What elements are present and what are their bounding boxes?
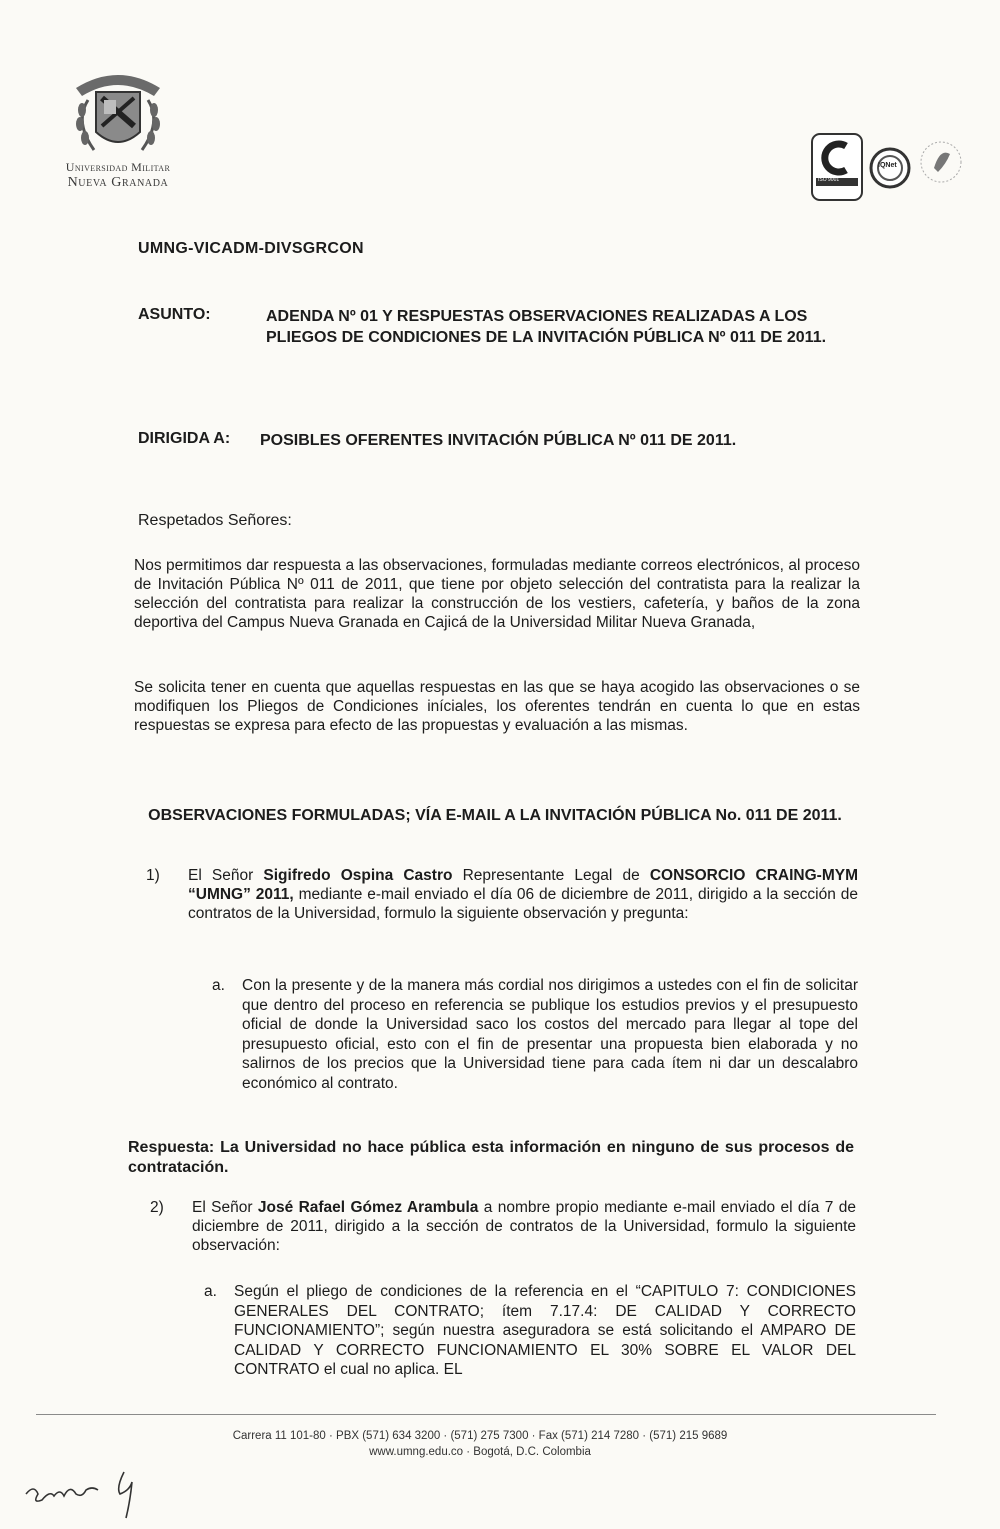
- handwritten-signature-icon: [20, 1460, 160, 1520]
- document-code: UMNG-VICADM-DIVSGRCON: [138, 240, 364, 257]
- subject-label: ASUNTO:: [138, 306, 211, 323]
- university-crest-icon: [58, 60, 178, 160]
- addressee-label: DIRIGIDA A:: [138, 430, 231, 447]
- university-name-line2: Nueva Granada: [67, 175, 169, 190]
- item-text-mid: Representante Legal de: [452, 867, 650, 884]
- cert-iqnet-label: IQNet: [878, 162, 897, 169]
- item-person-name: Sigifredo Ospina Castro: [263, 867, 453, 884]
- sub-item-letter: a.: [204, 1283, 217, 1300]
- item-text-pre: El Señor: [188, 867, 264, 884]
- observations-title: OBSERVACIONES FORMULADAS; VÍA E-MAIL A LA INVITACIÓN PÚBLICA No. 011 DE 2011.: [148, 807, 842, 824]
- item-text: [192, 1198, 856, 1255]
- university-logo: [48, 60, 188, 190]
- subject-value: ADENDA Nº 01 Y RESPUESTAS OBSERVACIONES REALIZADAS A LOS PLIEGOS DE CONDICIONES DE LA INVITACIÓN PÚBLICA Nº 011 DE 2011.: [266, 308, 827, 346]
- response-1: Respuesta: La Universidad no hace pública esta información en ninguno de sus procesos de contratación.: [128, 1139, 854, 1176]
- item-text: [188, 866, 858, 923]
- observation-item-2: [150, 1198, 856, 1258]
- paragraph-notice: Se solicita tener en cuenta que aquellas respuestas en las que se haya acogido las observaciones o se modifiquen los Pliegos de Condiciones iníciales, los oferentes tendrán en cuenta lo que en estas respuestas se expresa para efecto de las propuestas y evaluación a las mismas.: [134, 679, 860, 734]
- certification-seals: [800, 128, 970, 208]
- item-text-post: mediante e-mail enviado el día 06 de diciembre de 2011, dirigido a la sección de contratos de la Universidad, formulo la siguiente observación y pregunta:: [188, 886, 858, 922]
- addressee-value: POSIBLES OFERENTES INVITACIÓN PÚBLICA Nº 011 DE 2011.: [260, 432, 737, 449]
- sub-item-letter: a.: [212, 977, 225, 994]
- observation-item-2-sub-a: [204, 1282, 856, 1402]
- colombia-seal-icon: [918, 138, 964, 188]
- item-text-post: a nombre propio mediante e-mail enviado el día 7 de diciembre de 2011, dirigido a la sección de contratos de la Universidad, formulo la siguiente observación:: [192, 1199, 856, 1254]
- paragraph-intro: Nos permitimos dar respuesta a las observaciones, formuladas mediante correos electrónicos, al proceso de Invitación Pública Nº 011 de 2011, que tiene por objeto selección del contratista para la realizar la selección del contratista para realizar la construcción de los vestiers, cafetería, y baños de la zona deportiva del Campus Nueva Granada en Cajicá de la Universidad Militar Nueva Granada,: [134, 557, 860, 631]
- item-company-name: CONSORCIO CRAING-MYM “UMNG” 2011,: [188, 867, 859, 903]
- item-text-pre: El Señor: [192, 1199, 258, 1216]
- salutation: Respetados Señores:: [138, 512, 292, 529]
- observation-item-1: [146, 866, 858, 956]
- university-name-line1: Universidad Militar: [65, 160, 171, 174]
- footer-divider: [36, 1414, 936, 1415]
- observation-item-1-sub-a: [212, 976, 858, 1116]
- icontec-seal-icon: [810, 132, 864, 202]
- sub-item-text: Según el pliego de condiciones de la referencia en el “CAPITULO 7: CONDICIONES GENERALES DEL CONTRATO; ítem 7.17.4: DE CALIDAD Y CORRECTO FUNCIONAMIENTO”; según nuestra aseguradora se está solicitando el AMPARO DE CALIDAD Y CORRECTO FUNCIONAMIENTO EL 30% SOBRE EL VALOR DEL CONTRATO el cual no aplica. EL: [234, 1283, 856, 1378]
- footer-address: Carrera 11 101-80 · PBX (571) 634 3200 · (571) 275 7300 · Fax (571) 214 7280 · (571) 215 9689: [232, 1430, 728, 1442]
- footer-website: www.umng.edu.co · Bogotá, D.C. Colombia: [369, 1446, 591, 1458]
- item-number: 1): [146, 867, 160, 884]
- item-number: 2): [150, 1199, 164, 1216]
- item-person-name: José Rafael Gómez Arambula: [257, 1199, 479, 1216]
- cert-iso-label: ISO 9001: [818, 177, 840, 183]
- sub-item-text: Con la presente y de la manera más cordial nos dirigimos a ustedes con el fin de solicitar que dentro del proceso en referencia se publique los estudios previos y el presupuesto oficial de donde la Universidad saco los costos del mercado para llegar al tope del presupuesto oficial, esto con el fin de presentar una propuesta bien elaborada y no salirnos de los precios que la Universidad tiene para cada ítem ni dar un descalabro económico al contrato.: [242, 977, 858, 1092]
